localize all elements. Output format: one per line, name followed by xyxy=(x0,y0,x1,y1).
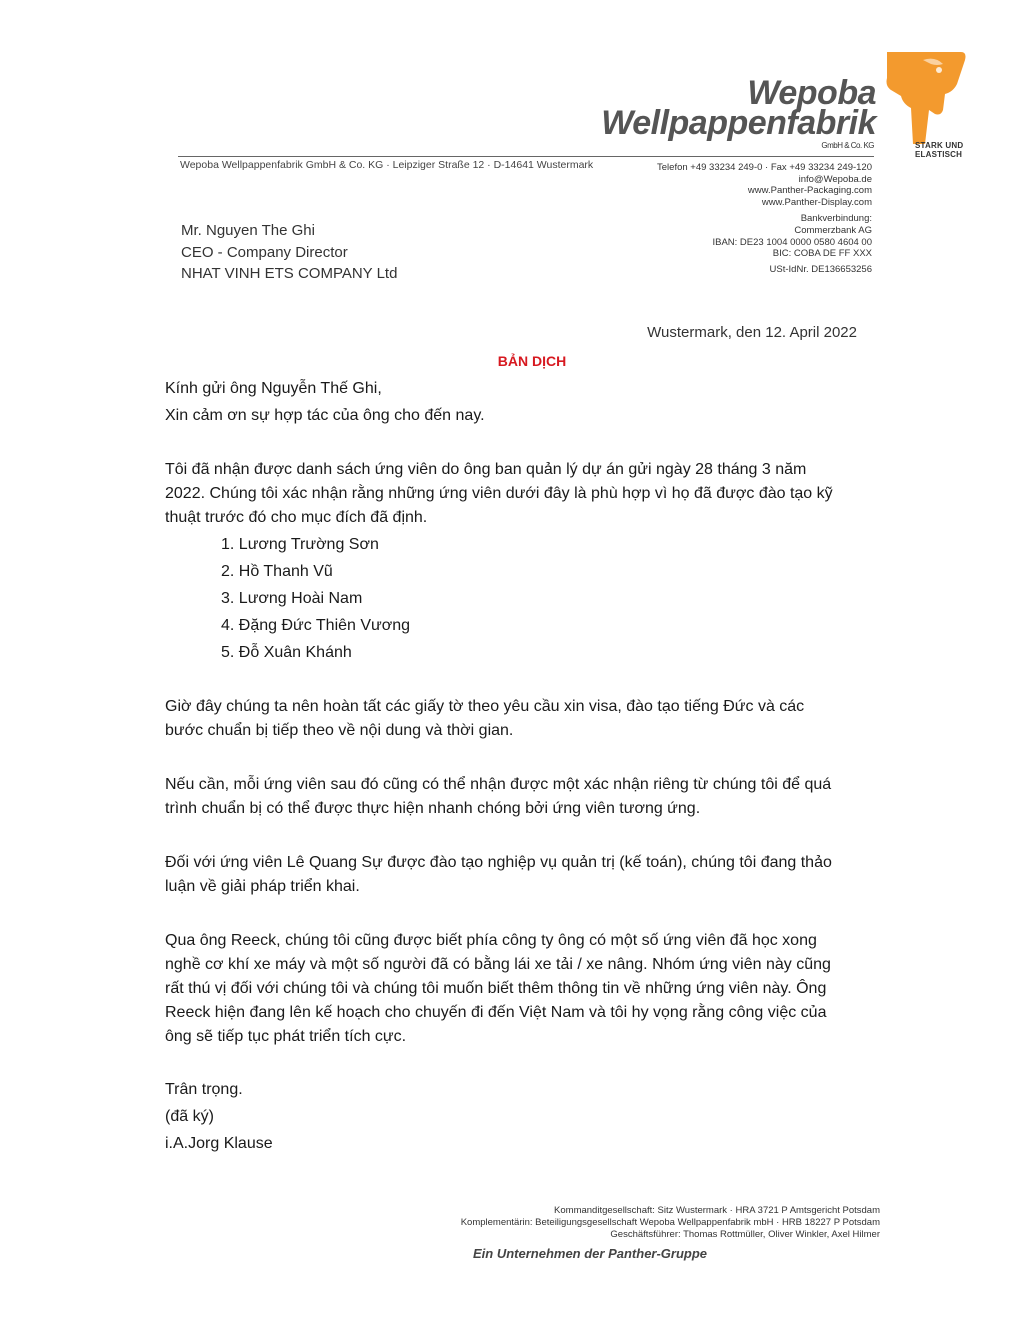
paragraph-5-line: Qua ông Reeck, chúng tôi cũng được biết phía công ty ông có một số ứng viên đã học xong xyxy=(165,932,817,949)
salutation: Kính gửi ông Nguyễn Thế Ghi, xyxy=(165,380,382,397)
slogan-line1: STARK UND xyxy=(915,141,964,150)
signer-name: i.A.Jorg Klause xyxy=(165,1135,273,1152)
bank-name: Commerzbank AG xyxy=(794,225,872,236)
candidate-item: 5. Đỗ Xuân Khánh xyxy=(221,644,352,661)
paragraph-5-line: ông sẽ tiếp tục phát triển tích cực. xyxy=(165,1028,407,1045)
bank-label: Bankverbindung: xyxy=(800,213,872,224)
contact-web1: www.Panther-Packaging.com xyxy=(747,185,872,196)
paragraph-2-line: bước chuẩn bị tiếp theo về nội dung và thời gian. xyxy=(165,722,514,739)
letter-date: Wustermark, den 12. April 2022 xyxy=(647,324,857,341)
company-logo-line1: Wepoba xyxy=(747,74,876,112)
slogan-line2: ELASTISCH xyxy=(915,150,963,159)
paragraph-2-line: Giờ đây chúng ta nên hoàn tất các giấy tờ theo yêu cầu xin visa, đào tạo tiếng Đức và các xyxy=(165,698,805,715)
footer-group-tagline: Ein Unternehmen der Panther-Gruppe xyxy=(473,1246,708,1261)
vat-id: USt-IdNr. DE136653256 xyxy=(769,264,872,275)
contact-phone-fax: Telefon +49 33234 249-0 · Fax +49 33234 249-120 xyxy=(657,162,872,173)
footer-line3: Geschäftsführer: Thomas Rottmüller, Oliver Winkler, Axel Hilmer xyxy=(610,1229,880,1240)
paragraph-5-line: nghề cơ khí xe máy và một số người đã có bằng lái xe tải / xe nâng. Nhóm ứng viên này cũng xyxy=(165,956,831,973)
closing: Trân trọng. xyxy=(165,1081,243,1098)
paragraph-3-line: Nếu cần, mỗi ứng viên sau đó cũng có thể nhận được một xác nhận riêng từ chúng tôi để quá xyxy=(165,776,832,793)
candidate-item: 4. Đặng Đức Thiên Vương xyxy=(221,617,411,634)
candidate-item: 1. Lương Trường Sơn xyxy=(221,536,379,553)
candidate-item: 2. Hồ Thanh Vũ xyxy=(221,563,333,580)
paragraph-5-line: Reeck hiện đang lên kế hoạch cho chuyến đi đến Việt Nam và tôi hy vọng rằng công việc của xyxy=(165,1004,827,1021)
recipient-company: NHAT VINH ETS COMPANY Ltd xyxy=(181,265,398,282)
paragraph-4-line: luận về giải pháp triển khai. xyxy=(165,878,360,895)
translation-label: BẢN DỊCH xyxy=(497,353,567,369)
sender-divider xyxy=(178,156,874,157)
company-legal-form: GmbH & Co. KG xyxy=(821,141,874,150)
contact-email: info@Wepoba.de xyxy=(798,174,872,185)
company-logo-line2: Wellpappenfabrik xyxy=(601,104,876,142)
bank-bic: BIC: COBA DE FF XXX xyxy=(772,248,872,259)
footer-line2: Komplementärin: Beteiligungsgesellschaft Wepoba Wellpappenfabrik mbH · HRB 18227 P Potsdam xyxy=(460,1217,880,1228)
contact-web2: www.Panther-Display.com xyxy=(761,197,872,208)
recipient-title: CEO - Company Director xyxy=(181,244,348,261)
sender-address-line: Wepoba Wellpappenfabrik GmbH & Co. KG · Leipziger Straße 12 · D-14641 Wustermark xyxy=(180,159,594,171)
paragraph-4-line: Đối với ứng viên Lê Quang Sự được đào tạo nghiệp vụ quản trị (kế toán), chúng tôi đang thảo xyxy=(165,854,832,871)
paragraph-5-line: rất thú vị đối với chúng tôi và chúng tôi muốn biết thêm thông tin về những ứng viên này. Ông xyxy=(165,980,827,997)
paragraph-1-line: 2022. Chúng tôi xác nhận rằng những ứng viên dưới đây là phù hợp vì họ đã được đào tạo kỹ xyxy=(165,485,833,502)
paragraph-1-line: Tôi đã nhận được danh sách ứng viên do ông ban quản lý dự án gửi ngày 28 tháng 3 năm xyxy=(165,461,807,478)
bank-iban: IBAN: DE23 1004 0000 0580 4604 00 xyxy=(712,237,872,248)
candidate-item: 3. Lương Hoài Nam xyxy=(221,590,363,607)
signed-note: (đã ký) xyxy=(165,1108,214,1125)
paragraph-3-line: trình chuẩn bị có thể được thực hiện nhanh chóng bởi ứng viên tương ứng. xyxy=(165,800,701,817)
panther-head-icon xyxy=(883,50,967,146)
recipient-name: Mr. Nguyen The Ghi xyxy=(181,222,315,239)
paragraph-1-line: thuật trước đó cho mục đích đã định. xyxy=(165,509,428,526)
footer-line1: Kommanditgesellschaft: Sitz Wustermark · HRA 3721 P Amtsgericht Potsdam xyxy=(554,1205,880,1216)
thanks-line: Xin cảm ơn sự hợp tác của ông cho đến nay. xyxy=(165,407,485,424)
